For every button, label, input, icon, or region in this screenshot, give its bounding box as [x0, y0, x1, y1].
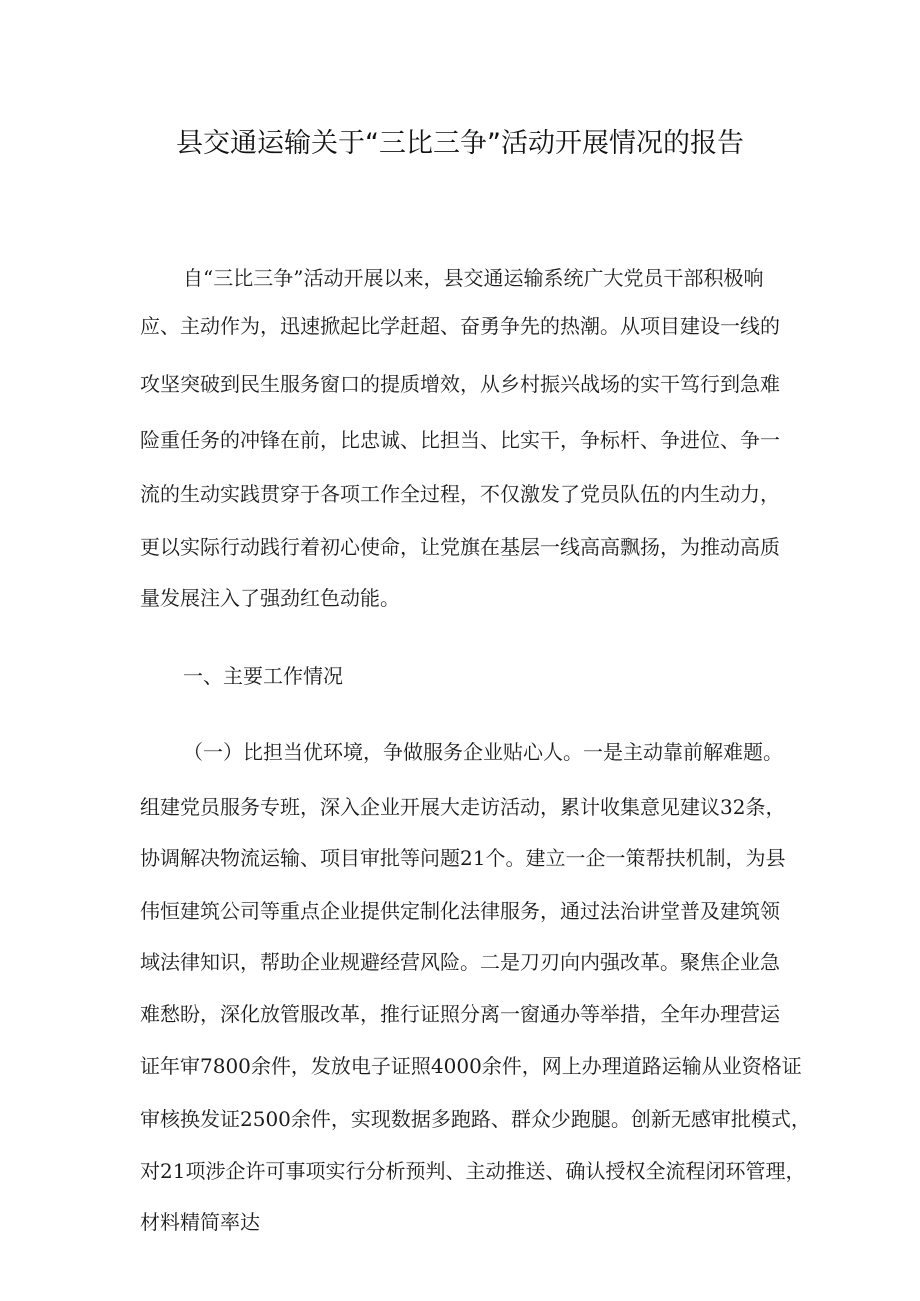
paragraph-line: 难愁盼，深化放管服改革，推行证照分离一窗通办等举措，全年办理营运 [140, 1002, 780, 1026]
paragraph-line: 应、主动作为，迅速掀起比学赶超、奋勇争先的热潮。从项目建设一线的 [140, 314, 780, 338]
paragraph-line: 流的生动实践贯穿于各项工作全过程，不仅激发了党员队伍的内生动力， [140, 482, 780, 506]
paragraph-line: 量发展注入了强劲红色动能。 [140, 586, 400, 610]
document-title: 县交通运输关于“三比三争”活动开展情况的报告 [176, 128, 744, 159]
paragraph-line: 协调解决物流运输、项目审批等问题21个。建立一企一策帮扶机制，为县 [140, 846, 786, 870]
paragraph-line: 组建党员服务专班，深入企业开展大走访活动，累计收集意见建议32条， [140, 795, 786, 819]
paragraph-line: 审核换发证2500余件，实现数据多跑路、群众少跑腿。创新无感审批模式， [140, 1107, 811, 1131]
paragraph-line: （一）比担当优环境，争做服务企业贴心人。一是主动靠前解难题。 [183, 740, 783, 764]
paragraph-line: 对21项涉企许可事项实行分析预判、主动推送、确认授权全流程闭环管理， [140, 1159, 806, 1183]
paragraph-line: 证年审7800余件，发放电子证照4000余件，网上办理道路运输从业资格证 [140, 1054, 802, 1078]
paragraph-line: 材料精简率达 [140, 1210, 260, 1234]
paragraph-line: 更以实际行动践行着初心使命，让党旗在基层一线高高飘扬，为推动高质 [140, 535, 780, 559]
section-heading: 一、主要工作情况 [183, 664, 343, 688]
paragraph-line: 险重任务的冲锋在前，比忠诚、比担当、比实干，争标杆、争进位、争一 [140, 428, 780, 452]
paragraph-line: 自“三比三争”活动开展以来，县交通运输系统广大党员干部积极响 [183, 266, 764, 290]
paragraph-line: 攻坚突破到民生服务窗口的提质增效，从乡村振兴战场的实干笃行到急难 [140, 372, 780, 396]
paragraph-line: 伟恒建筑公司等重点企业提供定制化法律服务，通过法治讲堂普及建筑领 [140, 899, 780, 923]
paragraph-line: 域法律知识，帮助企业规避经营风险。二是刀刃向内强改革。聚焦企业急 [140, 950, 780, 974]
